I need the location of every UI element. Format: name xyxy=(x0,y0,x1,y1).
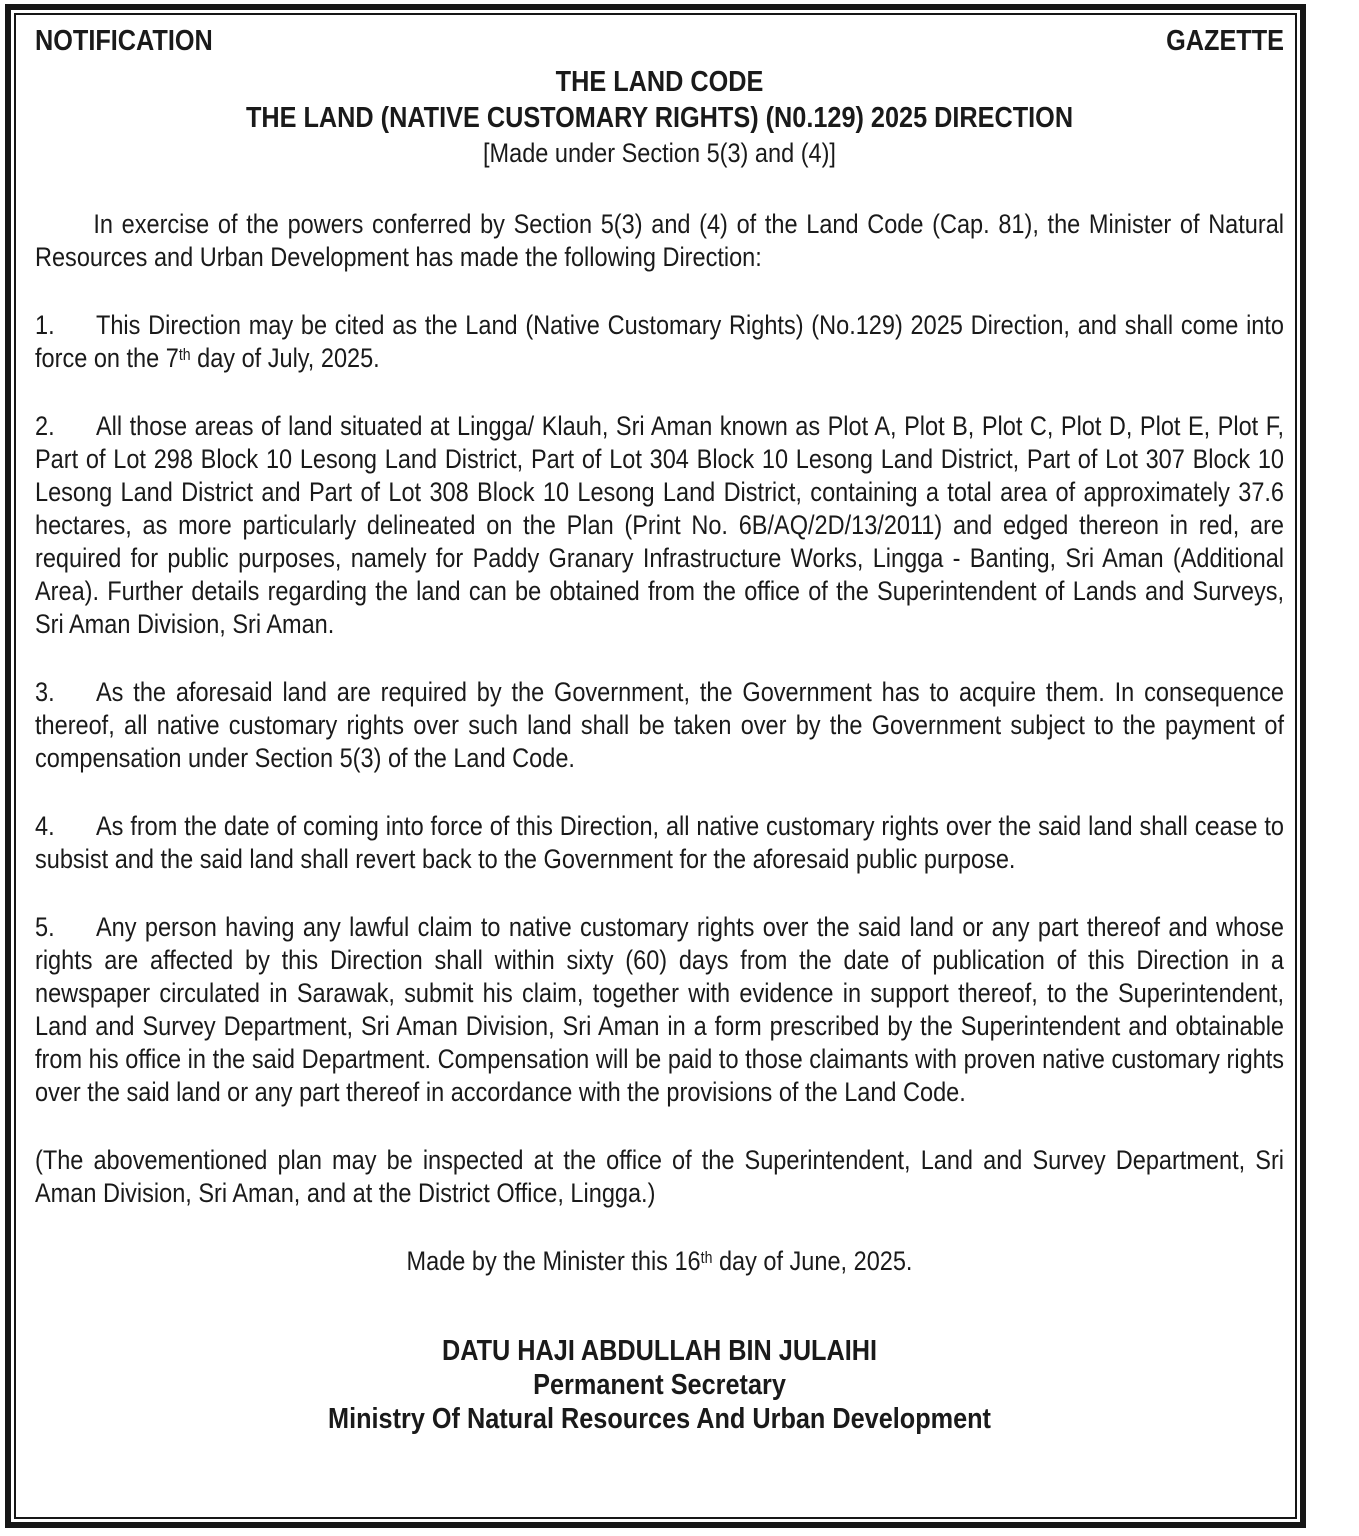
clause-2-text: All those areas of land situated at Lingga/ Klauh, Sri Aman known as Plot A, Plot B, Plot C, Plot D, Plot E, Plot F, Part of Lot 298 Block 10 Lesong Land District, Part of Lot 304 Block 10 Lesong Land District, Part of Lot 307 Block 10 Lesong Land District and Part of Lot 308 Block 10 Lesong Land District, containing a total area of approximately 37.6 hectares, as more particularly delineated on the Plan (Print No. 6B/AQ/2D/13/2011) and edged thereon in red, are required for public purposes, namely for Paddy Granary Infrastructure Works, Lingga - Banting, Sri Aman (Additional Area). Further details regarding the land can be obtained from the office of the Superintendent of Lands and Surveys, Sri Aman Division, Sri Aman. xyxy=(35,411,1285,639)
clause-1-text-post: day of July, 2025. xyxy=(190,343,380,373)
document-inner-border xyxy=(14,13,1297,1519)
title-made-under: [Made under Section 5(3) and (4)] xyxy=(483,138,836,168)
clause-4 xyxy=(35,810,1284,876)
made-line-ordinal-suffix: th xyxy=(700,1248,713,1267)
header-notification-label: NOTIFICATION xyxy=(35,25,213,57)
header-gazette-label: GAZETTE xyxy=(1166,25,1285,57)
clause-5-text: Any person having any lawful claim to native customary rights over the said land or any part thereof and whose rights are affected by this Direction shall within sixty (60) days from the date of publication of this Direction in a newspaper circulated in Sarawak, submit his claim, together with evidence in support thereof, to the Superintendent, Land and Survey Department, Sri Aman Division, Sri Aman in a form prescribed by the Superintendent and obtainable from his office in the said Department. Compensation will be paid to those claimants with proven native customary rights over the said land or any part thereof in accordance with the provisions of the Land Code. xyxy=(35,912,1285,1107)
plan-inspection-note: (The abovementioned plan may be inspected at the office of the Superintendent, Land and Survey Department, Sri Aman Division, Sri Aman, and at the District Office, Lingga.) xyxy=(35,1145,1285,1208)
signatory-name: DATU HAJI ABDULLAH BIN JULAIHI xyxy=(442,1335,878,1367)
document-content xyxy=(35,25,1284,1436)
made-line-pre: Made by the Minister this 16 xyxy=(406,1246,701,1276)
title-block xyxy=(35,64,1284,170)
title-land-code: THE LAND CODE xyxy=(555,66,764,98)
clause-1-ordinal-suffix: th xyxy=(178,345,191,364)
clause-3 xyxy=(35,676,1284,775)
clause-1 xyxy=(35,309,1284,375)
clause-5 xyxy=(35,911,1284,1109)
document-outer-border xyxy=(5,4,1306,1528)
clause-3-text: As the aforesaid land are required by the Government, the Government has to acquire them. In consequence thereof, all native customary rights over such land shall be taken over by the Government subject to the payment of compensation under Section 5(3) of the Land Code. xyxy=(35,677,1285,773)
clause-2-number: 2. xyxy=(35,411,55,441)
clause-1-text-pre: This Direction may be cited as the Land (Native Customary Rights) (No.129) 2025 Direction, and shall come into force on the 7 xyxy=(35,310,1285,373)
intro-paragraph: In exercise of the powers conferred by Section 5(3) and (4) of the Land Code (Cap. 81), the Minister of Natural Resources and Urban Development has made the following Direction: xyxy=(35,209,1285,272)
signatory-ministry: Ministry Of Natural Resources And Urban Development xyxy=(328,1403,991,1435)
clause-3-number: 3. xyxy=(35,677,55,707)
clause-4-number: 4. xyxy=(35,811,55,841)
clause-4-text: As from the date of coming into force of this Direction, all native customary rights over the said land shall cease to subsist and the said land shall revert back to the Government for the aforesaid public purpose. xyxy=(35,811,1285,874)
made-line-post: day of June, 2025. xyxy=(712,1246,913,1276)
document-header xyxy=(35,25,1284,58)
title-direction: THE LAND (NATIVE CUSTOMARY RIGHTS) (N0.129) 2025 DIRECTION xyxy=(245,102,1074,134)
made-by-minister-line xyxy=(35,1245,1284,1278)
clause-1-number: 1. xyxy=(35,310,55,340)
signatory-title: Permanent Secretary xyxy=(533,1369,786,1401)
clause-5-number: 5. xyxy=(35,912,55,942)
clause-2 xyxy=(35,410,1284,641)
signature-block xyxy=(35,1334,1284,1436)
